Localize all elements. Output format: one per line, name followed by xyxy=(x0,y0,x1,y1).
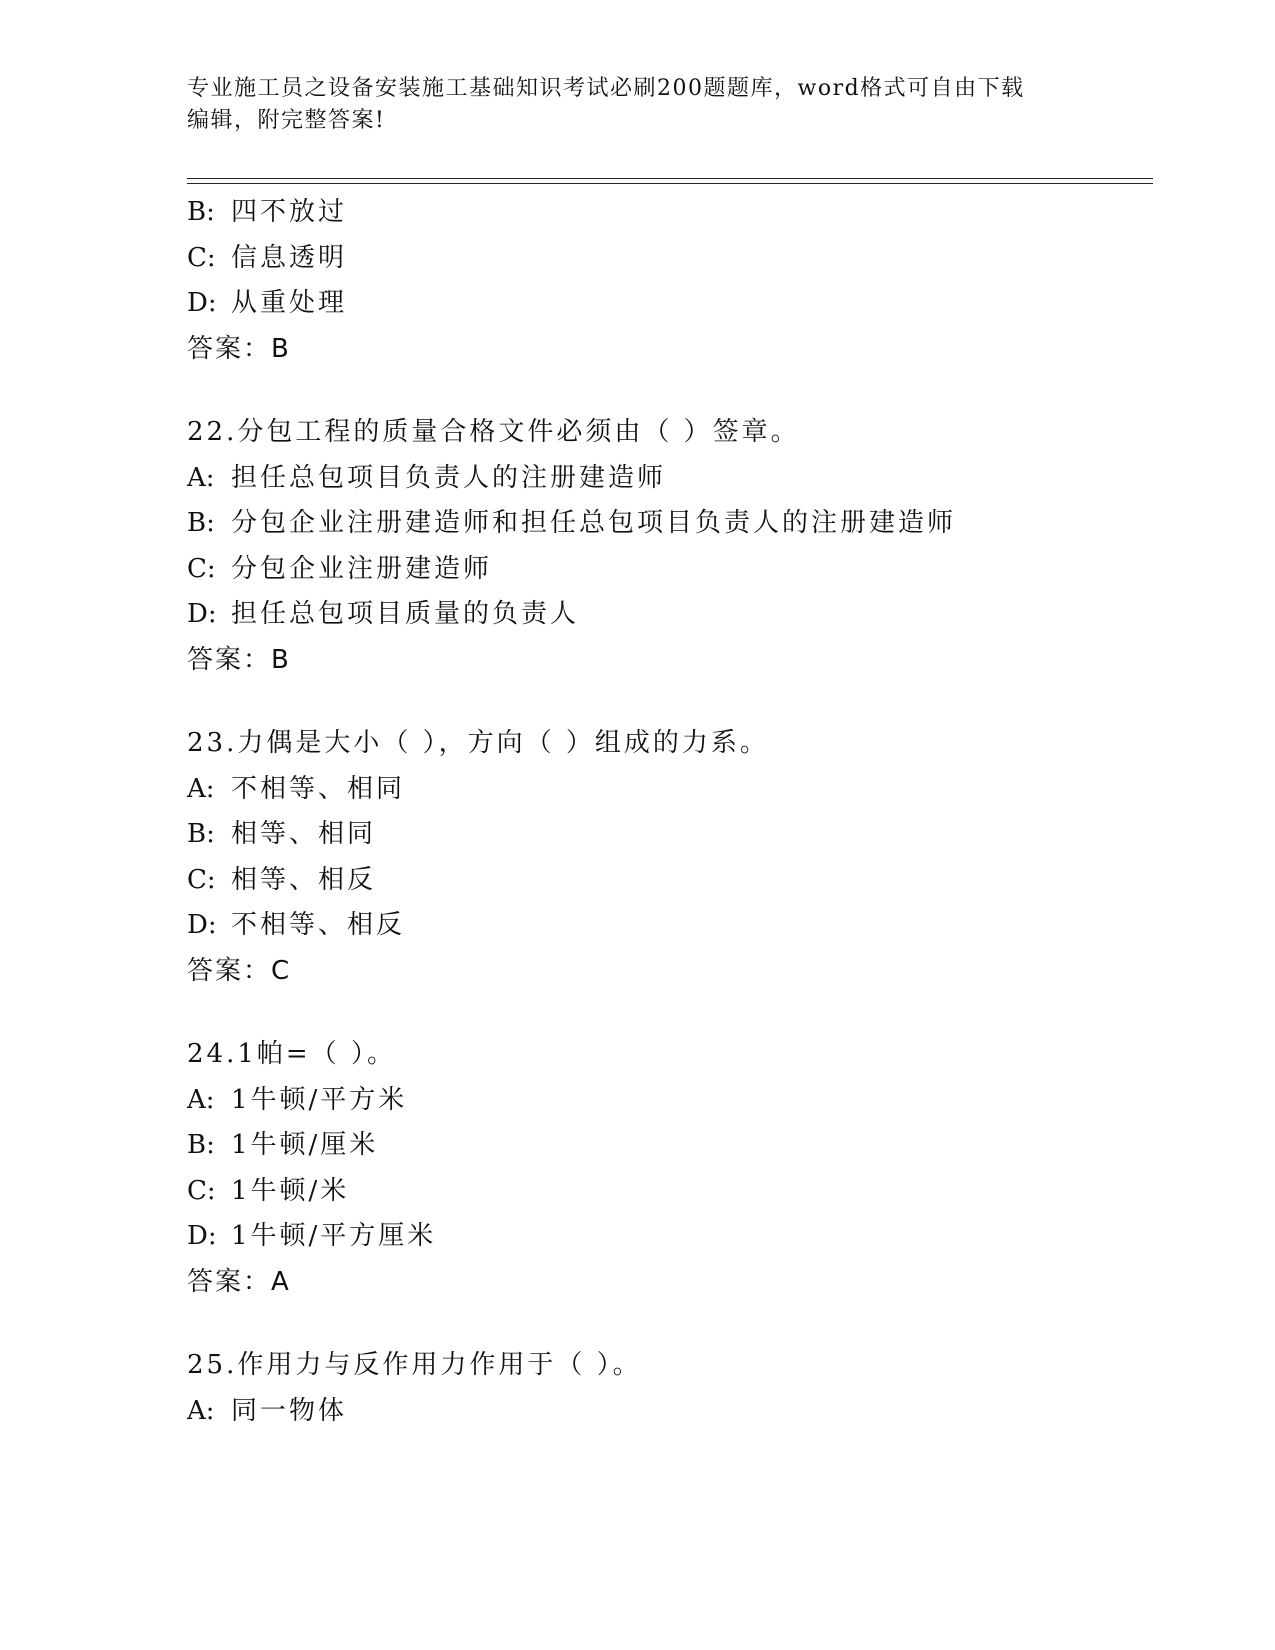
option-text: 相等、相同 xyxy=(231,819,377,849)
answer-value: A xyxy=(271,1266,291,1297)
option-text: 信息透明 xyxy=(231,242,348,273)
option-key: C: xyxy=(187,1175,216,1206)
question-stem: 25.作用力与反作用力作用于（ ）。 xyxy=(187,1350,642,1380)
answer-value: B xyxy=(271,333,291,364)
option-row xyxy=(187,236,1153,282)
answer-label: 答案： xyxy=(187,644,272,675)
option-text: 分包企业注册建造师和担任总包项目负责人的注册建造师 xyxy=(231,508,957,538)
question-block xyxy=(187,1343,1153,1434)
option-key: D: xyxy=(187,288,217,318)
option-row xyxy=(187,903,1153,949)
option-text: 1牛顿/平方厘米 xyxy=(231,1221,437,1251)
option-row xyxy=(187,1169,1153,1215)
header-divider-top xyxy=(187,178,1153,179)
option-key: C: xyxy=(187,553,216,584)
option-row xyxy=(187,1389,1153,1435)
option-key: A: xyxy=(187,1084,215,1115)
answer-line xyxy=(187,1260,1153,1306)
option-text: 1牛顿/米 xyxy=(231,1175,350,1206)
header-divider-bottom xyxy=(187,183,1153,184)
option-text: 相等、相反 xyxy=(231,864,377,895)
option-key: C: xyxy=(187,864,216,895)
option-text: 1牛顿/厘米 xyxy=(231,1130,379,1160)
option-key: A: xyxy=(187,773,215,804)
answer-value: C xyxy=(271,955,292,986)
option-key: B: xyxy=(187,819,215,849)
option-text: 分包企业注册建造师 xyxy=(231,553,493,584)
header-title-line2: 编辑，附完整答案! xyxy=(187,108,386,133)
question-list xyxy=(187,190,1153,1472)
option-text: 不相等、相反 xyxy=(231,910,406,940)
answer-value: B xyxy=(271,644,291,675)
option-row xyxy=(187,592,1153,638)
option-text: 担任总包项目负责人的注册建造师 xyxy=(231,462,667,493)
option-key: A: xyxy=(187,462,215,493)
option-key: D: xyxy=(187,599,217,629)
option-text: 担任总包项目质量的负责人 xyxy=(231,599,580,629)
option-key: D: xyxy=(187,910,217,940)
question-stem: 22.分包工程的质量合格文件必须由（ ）签章。 xyxy=(187,417,800,447)
option-key: A: xyxy=(187,1395,215,1426)
option-row xyxy=(187,501,1153,547)
question-stem: 23.力偶是大小（ ），方向（ ）组成的力系。 xyxy=(187,728,769,758)
option-key: B: xyxy=(187,197,215,227)
answer-label: 答案： xyxy=(187,333,272,364)
option-text: 四不放过 xyxy=(231,197,348,227)
option-text: 同一物体 xyxy=(231,1395,348,1426)
option-row xyxy=(187,1123,1153,1169)
document-header xyxy=(187,73,1087,137)
option-row xyxy=(187,767,1153,813)
answer-line xyxy=(187,949,1153,995)
option-text: 从重处理 xyxy=(231,288,348,318)
answer-line xyxy=(187,327,1153,373)
option-key: B: xyxy=(187,1130,215,1160)
question-block xyxy=(187,410,1153,683)
option-row xyxy=(187,812,1153,858)
answer-label: 答案： xyxy=(187,1266,272,1297)
option-key: B: xyxy=(187,508,215,538)
option-text: 1牛顿/平方米 xyxy=(231,1084,408,1115)
option-text: 不相等、相同 xyxy=(231,773,406,804)
header-title-line1: 专业施工员之设备安装施工基础知识考试必刷200题题库，word格式可自由下载 xyxy=(187,76,1025,101)
question-block xyxy=(187,1032,1153,1305)
option-row xyxy=(187,858,1153,904)
option-row xyxy=(187,1078,1153,1124)
option-row xyxy=(187,1214,1153,1260)
question-stem: 24.1帕=（ ）。 xyxy=(187,1039,396,1069)
question-block xyxy=(187,190,1153,372)
option-row xyxy=(187,547,1153,593)
option-row xyxy=(187,456,1153,502)
option-key: C: xyxy=(187,242,216,273)
option-key: D: xyxy=(187,1221,217,1251)
answer-line xyxy=(187,638,1153,684)
answer-label: 答案： xyxy=(187,955,272,986)
option-row xyxy=(187,190,1153,236)
option-row xyxy=(187,281,1153,327)
question-block xyxy=(187,721,1153,994)
